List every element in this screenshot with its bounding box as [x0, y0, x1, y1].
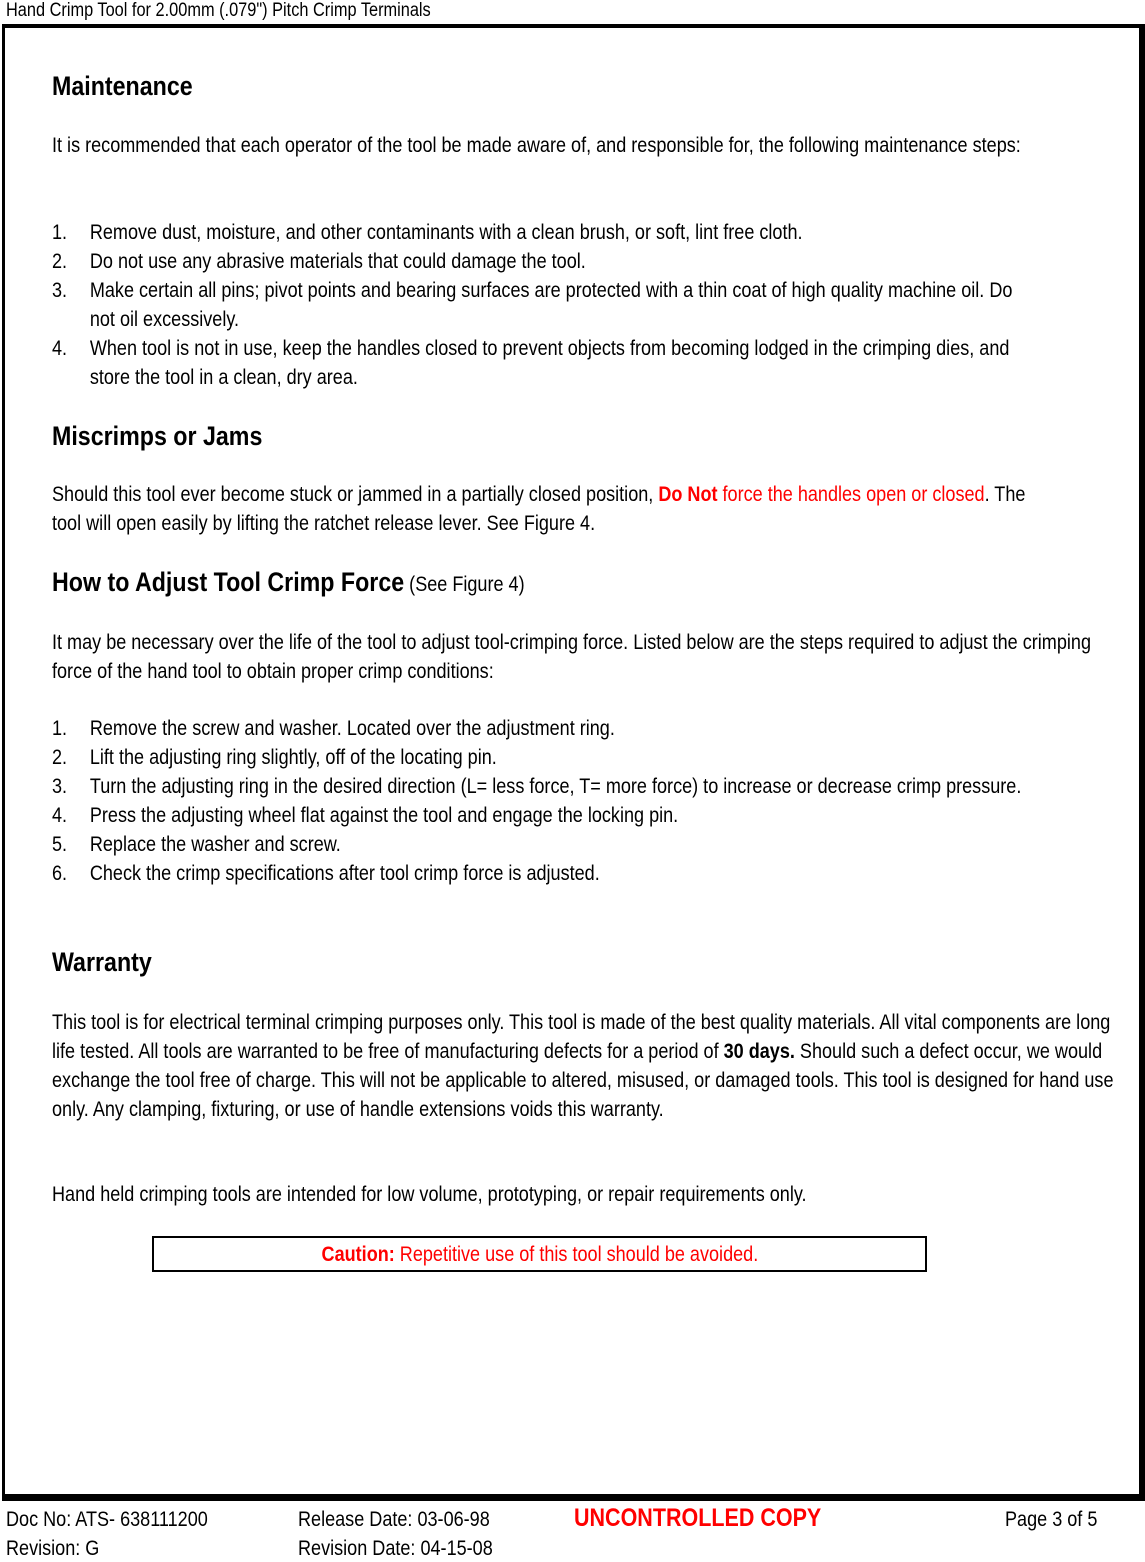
list-text: Make certain all pins; pivot points and bearing surfaces are protected with a thin coat of high quality machine oil. Do not oil excessively. [89, 279, 1013, 331]
list-text: When tool is not in use, keep the handles closed to prevent objects from becoming lodged in the crimping dies, and store the tool in a clean, dry area. [89, 337, 1010, 389]
adjust-heading-text: How to Adjust Tool Crimp Force [52, 567, 405, 597]
list-number: 5. [52, 833, 68, 856]
caution-label: Caution: [321, 1243, 395, 1266]
caution-text: Repetitive use of this tool should be avoided. [394, 1243, 758, 1266]
list-item [52, 772, 1101, 801]
list-number: 1. [52, 221, 68, 244]
list-item [52, 801, 1101, 830]
warranty-body-block [52, 1008, 1127, 1124]
list-item [52, 743, 1101, 772]
warranty-note-block [52, 1180, 1127, 1209]
maintenance-intro: It is recommended that each operator of the tool be made aware of, and responsible for, the following maintenance steps: [52, 134, 1021, 157]
list-text: Remove dust, moisture, and other contaminants with a clean brush, or soft, lint free cloth. [89, 221, 803, 244]
footer-page-number: Page 3 of 5 [1005, 1508, 1098, 1531]
footer-doc-no: Doc No: ATS- 638111200 [6, 1508, 208, 1531]
list-item [52, 247, 1041, 276]
list-number: 1. [52, 717, 68, 740]
uncontrolled-copy-label: UNCONTROLLED COPY [574, 1504, 822, 1532]
adjust-intro: It may be necessary over the life of the tool to adjust tool-crimping force. Listed below are the steps required to adjust the crimping force of the hand tool to obtain proper crimp conditions: [52, 631, 1092, 683]
list-item [52, 218, 1041, 247]
list-text: Lift the adjusting ring slightly, off of the locating pin. [89, 746, 497, 769]
caution-box [152, 1236, 927, 1272]
list-number: 2. [52, 250, 68, 273]
do-not-warning: Do Not [658, 483, 718, 506]
warranty-heading: Warranty [52, 947, 152, 977]
footer-revision-date: Revision Date: 04-15-08 [298, 1537, 493, 1560]
list-number: 4. [52, 804, 68, 827]
adjust-section [52, 566, 1050, 601]
warranty-section [52, 946, 1050, 978]
miscrimps-body-block [52, 480, 1041, 538]
list-item [52, 334, 1041, 392]
adjust-heading-note: (See Figure 4) [404, 573, 525, 596]
maintenance-heading: Maintenance [52, 71, 193, 101]
list-number: 4. [52, 337, 68, 360]
miscrimps-text-after: . The tool will open easily by lifting the ratchet release lever. See Figure 4. [52, 483, 1026, 535]
warranty-text-after: Should such a defect occur, we would exchange the tool free of charge. This will not be applicable to altered, misused, or damaged tools. This tool is designed for hand use only. Any clamping, fixturing, or use of handle extensions voids this warranty. [52, 1040, 1114, 1121]
list-text: Replace the washer and screw. [89, 833, 341, 856]
list-item [52, 714, 1101, 743]
caution-message [154, 1240, 925, 1269]
footer-release-date: Release Date: 03-06-98 [298, 1508, 490, 1531]
adjust-steps [52, 714, 1101, 888]
list-item [52, 830, 1101, 859]
adjust-steps-block [52, 714, 1101, 888]
miscrimps-heading: Miscrimps or Jams [52, 421, 263, 451]
maintenance-steps-block [52, 218, 1041, 392]
miscrimps-text-before: Should this tool ever become stuck or jammed in a partially closed position, [52, 483, 659, 506]
list-number: 3. [52, 279, 68, 302]
list-text: Check the crimp specifications after tool crimp force is adjusted. [89, 862, 600, 885]
warranty-body [52, 1008, 1127, 1124]
warranty-note: Hand held crimping tools are intended for low volume, prototyping, or repair requirements only. [52, 1183, 807, 1206]
list-text: Press the adjusting wheel flat against the tool and engage the locking pin. [89, 804, 679, 827]
list-text: Remove the screw and washer. Located over the adjustment ring. [89, 717, 615, 740]
list-number: 2. [52, 746, 68, 769]
list-text: Turn the adjusting ring in the desired direction (L= less force, T= more force) to increase or decrease crimp pressure. [89, 775, 1022, 798]
list-item [52, 859, 1101, 888]
list-number: 3. [52, 775, 68, 798]
miscrimps-section [52, 420, 1050, 452]
adjust-intro-block [52, 628, 1127, 686]
page-header-title: Hand Crimp Tool for 2.00mm (.079") Pitch Crimp Terminals [6, 0, 431, 21]
maintenance-section [52, 70, 1050, 102]
maintenance-intro-block [52, 131, 1041, 160]
footer-revision: Revision: G [6, 1537, 100, 1560]
list-text: Do not use any abrasive materials that could damage the tool. [89, 250, 586, 273]
list-item [52, 276, 1041, 334]
list-number: 6. [52, 862, 68, 885]
adjust-heading [52, 566, 1050, 601]
maintenance-steps [52, 218, 1041, 392]
warranty-text-before: This tool is for electrical terminal crimping purposes only. This tool is made of the best quality materials. All vital components are long life tested. All tools are warranted to be free of manufacturing defects for a period of [52, 1011, 1111, 1063]
miscrimps-body [52, 480, 1041, 538]
warranty-period: 30 days. [723, 1040, 795, 1063]
force-warning: force the handles open or closed [717, 483, 985, 506]
